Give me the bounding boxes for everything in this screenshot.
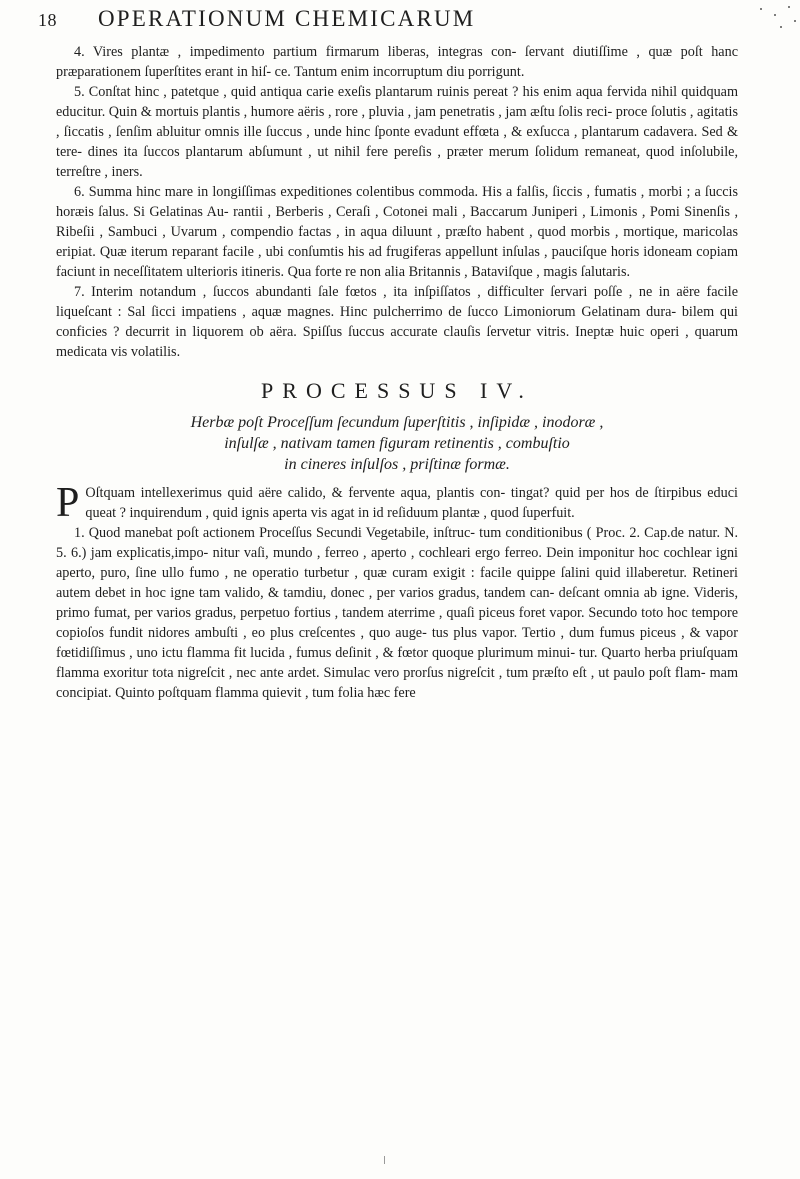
process-heading: PROCESSUS IV.	[261, 378, 533, 403]
speck	[794, 20, 796, 22]
running-head: OPERATIONUM CHEMICARUM	[98, 6, 476, 31]
speck	[780, 26, 782, 28]
speck	[774, 14, 776, 16]
process-subtitle-line: in cineres inſulſos , priſtinæ formæ.	[284, 456, 510, 473]
drop-cap: P	[56, 480, 80, 526]
process-subtitle	[56, 412, 738, 475]
page-header	[38, 4, 758, 34]
process-subtitle-line: Herbæ poſt Proceſſum ſecundum ſuperſtitis , inſipidæ , inodoræ ,	[190, 414, 604, 431]
paragraph-7: 7. Interim notandum , ſuccos abundanti ſale fœtos , ita inſpiſſatos , difficulter ſervari poſſe , ne in aëre facile liqueſcant : Sal ſicci impatiens , aquæ magnes. Hinc pulcherrimo de ſucco Limoniorum Gelatinam dura- bilem qui conficies ? decurrit in liquorem ob aëra. Spiſſus ſuccus accurate clauſis ſervetur vitris. Ineptæ huic operi , quarum medicata vis volatilis.	[56, 284, 738, 360]
page-mark	[384, 1156, 385, 1164]
paragraph-1: 1. Quod manebat poſt actionem Proceſſus Secundi Vegetabile, inſtruc- tum conditionibus ( Proc. 2. Cap.de natur. N. 5. 6.) jam explicatis,impo- nitur vaſi, mundo , ferreo , aperto , cochleari ergo ferreo. Dein imponitur hoc cochlear igni aperto, puro, ſine ullo fumo , ne operatio turbetur , quæ curam exigit : facile quippe ſalini quid illaberetur. Retineri autem debet in hoc igne tam valido, & tamdiu, donec , per varios gradus, tandem can- deſcant omnia ab igne. Videris, primo fumat, per varios gradus, perpetuo fortius , tandem aterrime , quaſi piceus foret vapor. Secundo toto hoc tempore copioſos fundit nidores ambuſti , eo plus creſcentes , quo auge- tus plus vapor. Tertio , dum fumus piceus , & vapor fœtidiſſimus , uno ictu flamma fit lucida , fumus deſinit , & fœtor quoque plurimum minui- tur. Quarto herba priuſquam flamma exoritur tota nigreſcit , nec ante ardet. Simulac vero prorſus nigreſcit , tum præſto eſt , ut paulo poſt flam- mam concipiat. Quinto poſtquam flamma quievit , tum folia hæc fere	[56, 525, 738, 701]
process-subtitle-line: inſulſæ , nativam tamen figuram retinentis , combuſtio	[224, 435, 570, 452]
intro-paragraph-text: Oſtquam intellexerimus quid aëre calido, & fervente aqua, plantis con- tingat? quid per hos de ſtirpibus educi queat ? inquirendum , quid ignis aperta vis agat in id reſiduum plantæ , quod ſuperfuit.	[85, 485, 738, 521]
main-text	[56, 42, 738, 703]
paragraph-5: 5. Conſtat hinc , patetque , quid antiqua carie exeſis plantarum ruinis pereat ? his enim aqua fervida nihil quidquam educitur. Quin & mortuis plantis , humore aëris , rore , pluvia , jam penetratis , jam æſtu ſolis reci- proce ſolutis , agitatis , ſiccatis , ſenſim abluitur omnis ille ſuccus , unde hinc ſponte evadunt effœta , & exſucca , plantarum cadavera. Sed & tere- dines ita ſuccos plantarum abſumunt , ut nihil fere pereſis , præter merum ſolidum remaneat, quod inſolubile, terreſtre , iners.	[56, 84, 738, 180]
intro-paragraph	[56, 480, 738, 526]
paragraph-4: 4. Vires plantæ , impedimento partium firmarum liberas, integras con- ſervant diutiſſime , quæ poſt hanc præparationem ſuperſtites erant in hiſ- ce. Tantum enim incorruptum diu porrigunt.	[56, 44, 738, 80]
paragraph-6: 6. Summa hinc mare in longiſſimas expeditiones colentibus commoda. His a falſis, ſiccis , fumatis , morbi ; a ſuccis horæis ſalus. Si Gelatinas Au- rantii , Berberis , Ceraſi , Cotonei mali , Baccarum Juniperi , Limonis , Pomi Sinenſis , Ribeſii , Sambuci , Uvarum , compendio factas , in aqua diluunt , præſto habent , quod morbis , mortique, maricolas eripiat. Quæ iterum reparant facile , ubi conſumtis his ad frugiferas appellunt inſulas , pauciſque horis idoneam copiam faciunt in neceſſitatem ulterioris itineris. Qua forte re non alia Britannis , Bataviſque , magis ſalutaris.	[56, 184, 738, 280]
speck	[760, 8, 762, 10]
page-number: 18	[38, 10, 57, 30]
speck	[788, 6, 790, 8]
